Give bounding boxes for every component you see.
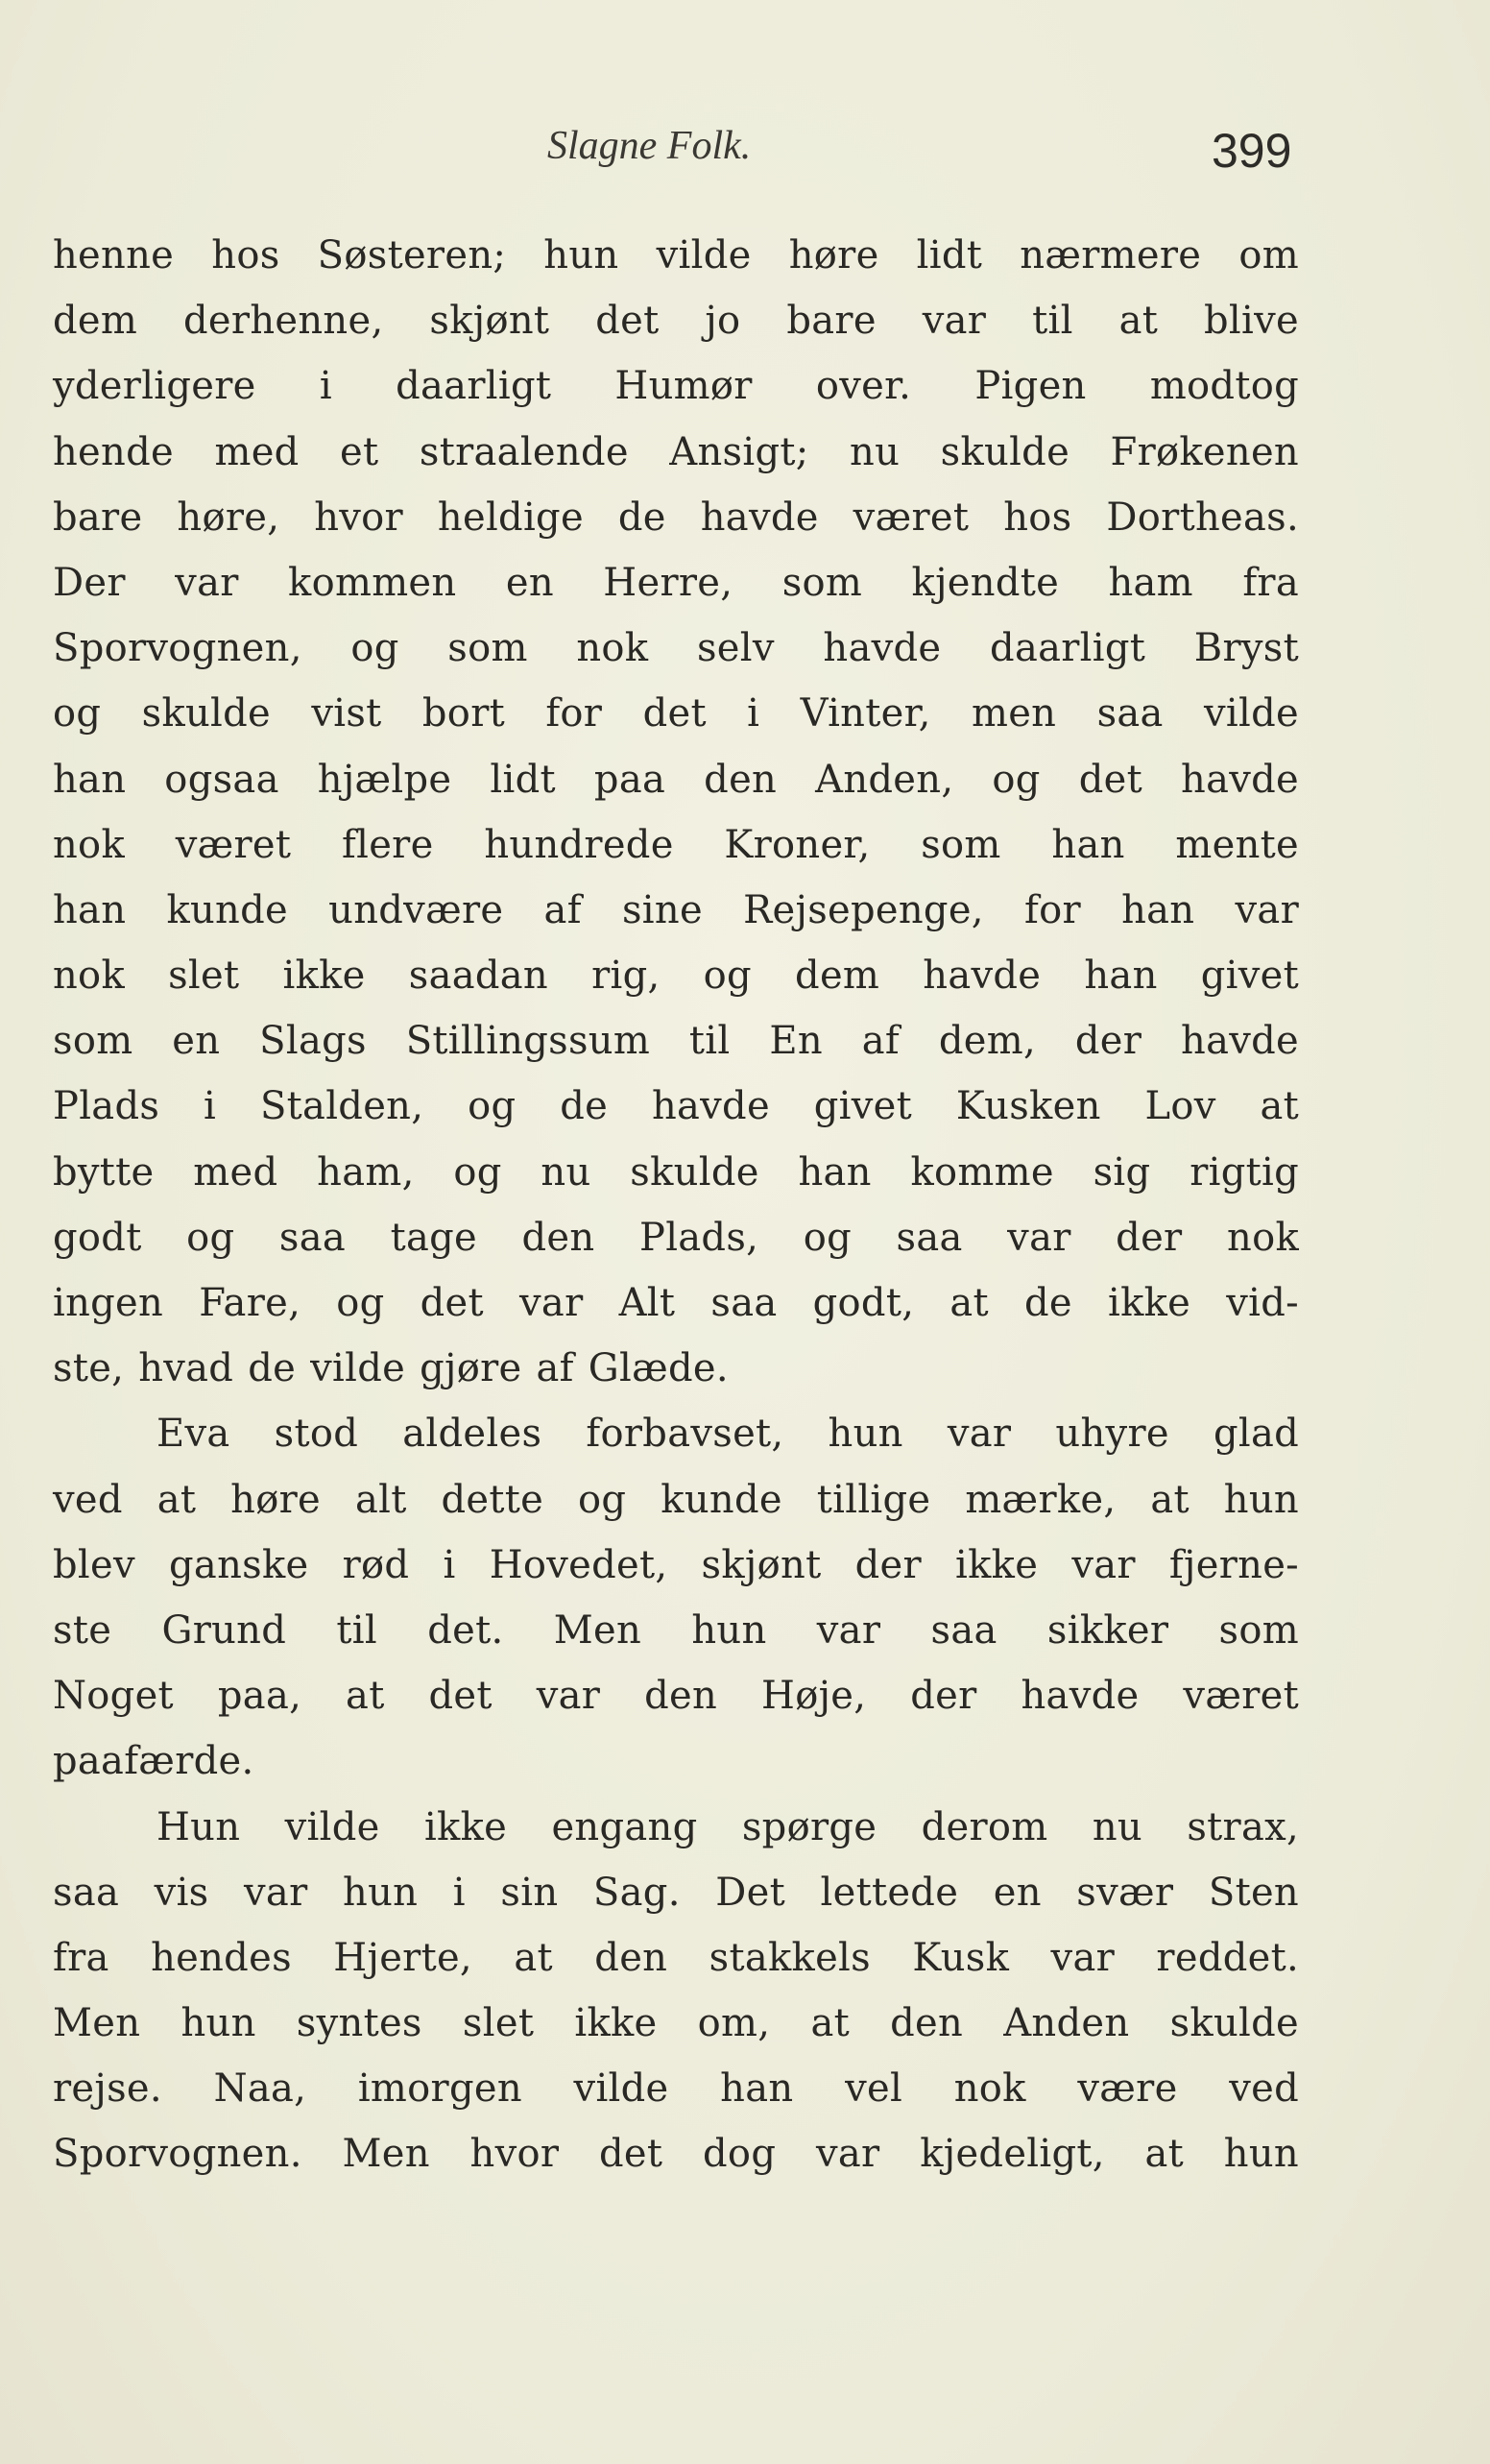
page-number: 399 [1212,124,1292,178]
text-line: Plads i Stalden, og de havde givet Kusken Lov at [53,1084,1299,1129]
text-line: nok været flere hundrede Kroner, som han mente [53,822,1299,867]
text-line: han kunde undvære af sine Rejsepenge, for han var [53,887,1299,932]
text-line: og skulde vist bort for det i Vinter, men saa vilde [53,691,1299,737]
text-line: Men hun syntes slet ikke om, at den Anden skulde [53,2001,1299,2046]
text-line: ste, hvad de vilde gjøre af Glæde. [53,1346,729,1391]
text-line: som en Slags Stillingssum til En af dem, der havde [53,1019,1299,1064]
text-line: Sporvognen, og som nok selv havde daarligt Bryst [53,626,1299,671]
text-line: hende med et straalende Ansigt; nu skulde Frøkenen [53,429,1299,474]
text-line: paafærde. [53,1739,254,1784]
text-line: Sporvognen. Men hvor det dog var kjedeligt, at hun [53,2132,1299,2177]
text-line: Eva stod aldeles forbavset, hun var uhyre glad [156,1412,1299,1457]
text-line: fra hendes Hjerte, at den stakkels Kusk var reddet. [53,1935,1299,1980]
text-line: godt og saa tage den Plads, og saa var der nok [53,1215,1299,1260]
text-line: rejse. Naa, imorgen vilde han vel nok være ved [53,2066,1299,2112]
body-text [53,223,1299,2187]
text-line: Noget paa, at det var den Høje, der havde været [53,1674,1299,1719]
text-line: dem derhenne, skjønt det jo bare var til at blive [53,299,1299,344]
page-header [0,115,1490,182]
text-line: henne hos Søsteren; hun vilde høre lidt nærmere om [53,233,1299,278]
text-line: ingen Fare, og det var Alt saa godt, at de ikke vid- [53,1281,1299,1325]
text-line: bare høre, hvor heldige de havde været hos Dortheas. [53,495,1299,540]
text-line: Hun vilde ikke engang spørge derom nu strax, [156,1804,1299,1849]
text-line: nok slet ikke saadan rig, og dem havde han givet [53,954,1299,999]
text-line: Der var kommen en Herre, som kjendte ham fra [53,560,1299,605]
text-line: blev ganske rød i Hovedet, skjønt der ikke var fjerne- [53,1542,1299,1587]
running-title: Slagne Folk. [547,124,752,168]
text-line: bytte med ham, og nu skulde han komme sig rigtig [53,1149,1299,1195]
text-line: saa vis var hun i sin Sag. Det lettede en svær Sten [53,1870,1299,1915]
text-line: han ogsaa hjælpe lidt paa den Anden, og det havde [53,757,1299,802]
text-line: ste Grund til det. Men hun var saa sikker som [53,1607,1299,1653]
text-line: ved at høre alt dette og kunde tillige mærke, at hun [53,1477,1299,1522]
text-line: yderligere i daarligt Humør over. Pigen modtog [53,364,1299,409]
